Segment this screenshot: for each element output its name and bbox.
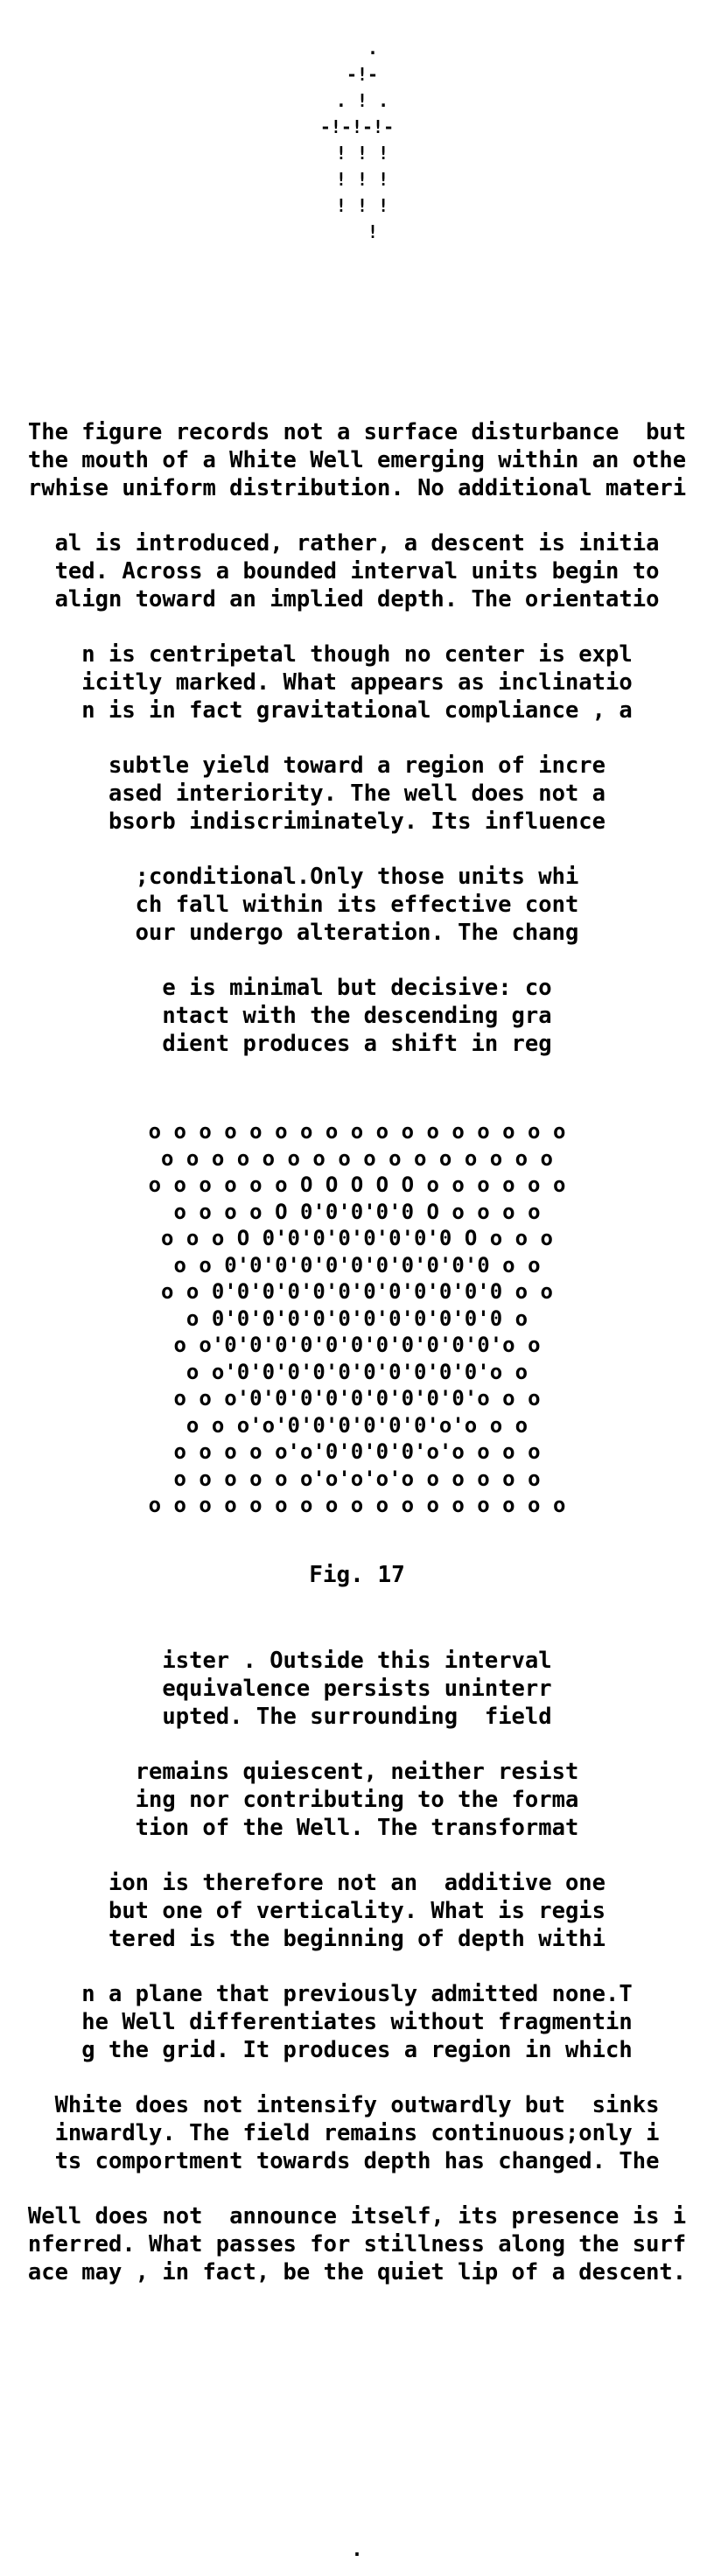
text-line: Well does not announce itself, its presence is i [27, 2203, 687, 2230]
glyph-line: ! ! ! [325, 169, 389, 190]
paragraph-block [0, 863, 714, 947]
text-line: nferred. What passes for stillness along the surf [27, 2231, 687, 2258]
text-line: ing nor contributing to the forma [135, 1787, 579, 1813]
text-line: White does not intensify outwardly but sinks [54, 2092, 660, 2118]
text-line: upted. The surrounding field [162, 1704, 552, 1730]
paragraph-block [0, 974, 714, 1058]
glyph-line: ! ! ! [325, 143, 389, 164]
text-line: ion is therefore not an additive one [108, 1870, 606, 1896]
text-line: ased interiority. The well does not a [108, 780, 606, 807]
figure-row: o o'0'0'0'0'0'0'0'0'0'0'0'o o [173, 1333, 541, 1357]
text-line: ch fall within its effective cont [135, 892, 579, 918]
text-line: ;conditional.Only those units whi [135, 864, 579, 890]
paragraph-block [0, 418, 714, 502]
text-line: e is minimal but decisive: co [162, 975, 552, 1001]
text-line: g the grid. It produces a region in which [81, 2037, 633, 2063]
paragraph-block [0, 752, 714, 836]
figure-row: o o o'0'0'0'0'0'0'0'0'0'o o o [173, 1386, 541, 1410]
paragraph-block [0, 529, 714, 613]
text-line: tered is the beginning of depth withi [108, 1926, 606, 1952]
paragraph-block [0, 1758, 714, 1842]
text-line: subtle yield toward a region of incre [108, 752, 606, 779]
text-line: The figure records not a surface disturbance but [27, 419, 687, 445]
paragraph-block [0, 2202, 714, 2286]
text-line: remains quiescent, neither resist [135, 1759, 579, 1785]
end-mark: . [351, 2539, 363, 2561]
figure-row: o o o o o o'o'o'o'o o o o o o [173, 1466, 541, 1491]
text-line: our undergo alteration. The chang [135, 920, 579, 946]
figure-row: o o o o o o o o o o o o o o o o [161, 1145, 553, 1171]
figure-row: o o o o o o o o o o o o o o o o o [148, 1119, 566, 1144]
figure-row: o o'0'0'0'0'0'0'0'0'0'0'o o [186, 1359, 528, 1384]
paragraph-block [0, 640, 714, 724]
text-line: dient produces a shift in reg [162, 1031, 552, 1057]
figure-row: o o o O 0'0'0'0'0'0'0'0 O o o o [161, 1226, 553, 1250]
glyph-line: ! ! ! [325, 195, 389, 216]
paragraph-block [0, 1980, 714, 2064]
text-line: equivalence persists uninterr [162, 1676, 552, 1702]
text-line: but one of verticality. What is regis [108, 1898, 606, 1924]
glyph-line: . [335, 38, 379, 59]
text-line: tion of the Well. The transformat [135, 1815, 579, 1841]
figure-row: o o o o o o o o o o o o o o o o o [148, 1493, 566, 1517]
glyph-line: ! [335, 221, 379, 242]
text-line: n a plane that previously admitted none.T [81, 1981, 633, 2007]
text-line: icitly marked. What appears as inclinatio [81, 669, 633, 696]
text-line: he Well differentiates without fragmentin [81, 2009, 633, 2035]
figure-row: o o o o O 0'0'0'0'0 O o o o o [173, 1199, 541, 1224]
well-figure [0, 1118, 714, 1519]
glyph-line: . ! . [325, 90, 389, 111]
glyph-line: -!- [335, 64, 379, 85]
paragraph-block [0, 2091, 714, 2175]
figure-row: o o o o o o O O O O O o o o o o o [148, 1172, 566, 1197]
figure-row: o 0'0'0'0'0'0'0'0'0'0'0'0 o [186, 1306, 528, 1331]
text-line: al is introduced, rather, a descent is initia [54, 530, 660, 556]
text-line: bsorb indiscriminately. Its influence [108, 808, 606, 835]
paragraph-block [0, 1869, 714, 1953]
text-line: ted. Across a bounded interval units begin to [54, 558, 660, 584]
figure-row: o o 0'0'0'0'0'0'0'0'0'0'0 o o [173, 1252, 541, 1278]
text-line: n is in fact gravitational compliance , a [81, 697, 633, 724]
glyph-line: -!-!-!- [319, 116, 395, 137]
figure-row: o o o'o'0'0'0'0'0'0'o'o o o [186, 1412, 528, 1438]
figure-caption: Fig. 17 [309, 1562, 405, 1588]
text-line: n is centripetal though no center is expl [81, 641, 633, 668]
header-glyph [0, 35, 714, 245]
text-line: align toward an implied depth. The orientatio [54, 586, 660, 612]
text-line: rwhise uniform distribution. No additional materi [27, 475, 687, 501]
paragraph-block [0, 1647, 714, 1731]
text-line: the mouth of a White Well emerging within an othe [27, 447, 687, 473]
text-line: ace may , in fact, be the quiet lip of a descent. [27, 2259, 687, 2286]
figure-row: o o 0'0'0'0'0'0'0'0'0'0'0'0 o o [161, 1279, 553, 1304]
text-line: ts comportment towards depth has changed. The [54, 2148, 660, 2174]
text-line: inwardly. The field remains continuous;only i [54, 2120, 660, 2146]
text-line: ister . Outside this interval [162, 1648, 552, 1674]
figure-row: o o o o o'o'0'0'0'0'o'o o o o [173, 1439, 541, 1464]
text-line: ntact with the descending gra [162, 1003, 552, 1029]
